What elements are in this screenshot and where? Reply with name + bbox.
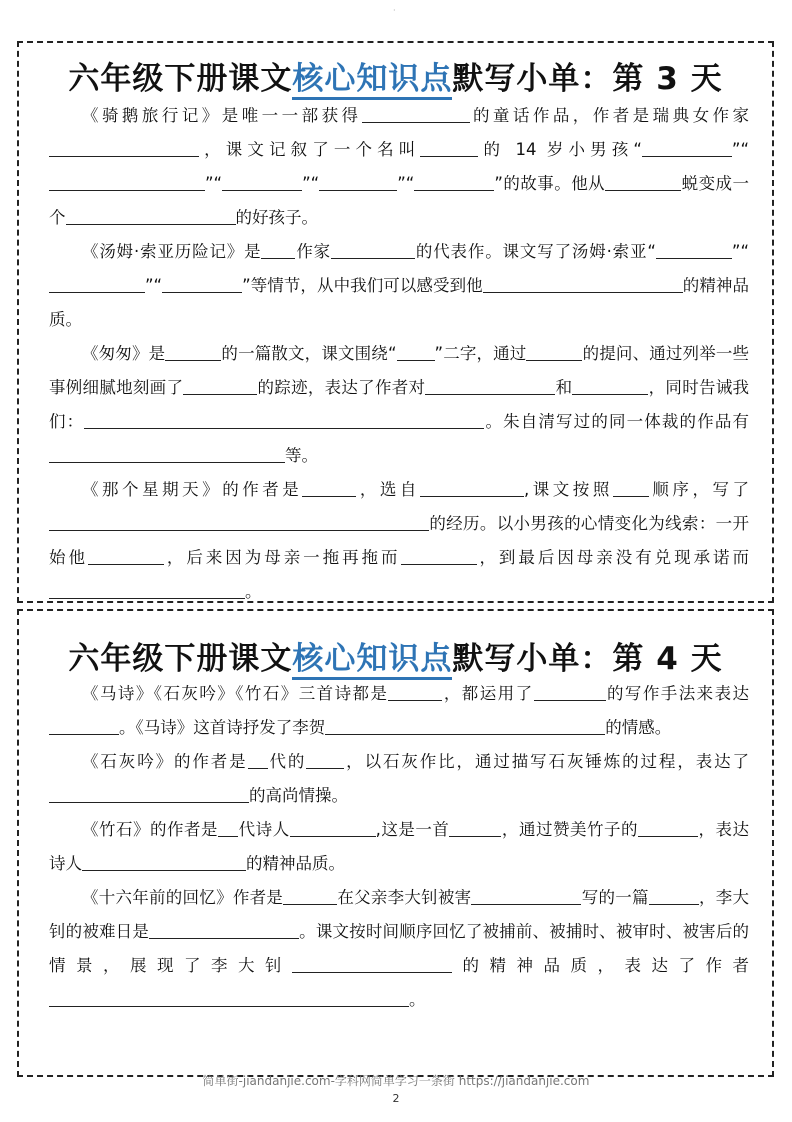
prompt-text: 的精神品质。: [246, 854, 345, 873]
title-highlight: 核心知识点: [292, 641, 452, 680]
worksheet-day-4: [17, 609, 774, 1077]
paragraph-three-poems: [49, 677, 749, 745]
fill-blank[interactable]: [49, 801, 249, 803]
fill-blank[interactable]: [420, 495, 524, 497]
prompt-text: 《竹石》的作者是: [82, 820, 219, 839]
fill-blank[interactable]: [649, 903, 699, 905]
title-highlight: 核心知识点: [292, 61, 452, 100]
fill-blank[interactable]: [49, 189, 205, 191]
prompt-text: ”“: [302, 174, 320, 193]
paragraph-nils: [49, 99, 749, 235]
prompt-text: 代的: [267, 752, 307, 771]
prompt-text: 《匆匆》是: [82, 344, 166, 363]
fill-blank[interactable]: [84, 427, 484, 429]
prompt-text: 的一篇散文，课文围绕“: [221, 344, 397, 363]
top-mark: ·: [393, 6, 396, 15]
prompt-text: ，后来因为母亲一拖再拖而: [163, 548, 401, 567]
prompt-text: 的提问、通过列举一些事例细腻地刻画了: [49, 344, 749, 397]
prompt-text: 《马诗》《石灰吟》《竹石》三首诗都是: [82, 684, 389, 703]
prompt-text: 顺序，写了: [648, 480, 750, 499]
prompt-text: 。: [409, 990, 426, 1009]
paragraph-zhushi: [49, 813, 749, 881]
fill-blank[interactable]: [49, 529, 429, 531]
paragraph-tom-sawyer: [49, 235, 749, 337]
prompt-text: 《石灰吟》的作者是: [82, 752, 248, 771]
fill-blank[interactable]: [534, 699, 606, 701]
prompt-text: 的 14 岁小男孩“: [478, 140, 642, 159]
prompt-text: ，李大钊的被难日是: [49, 888, 750, 941]
prompt-text: 在父亲李大钊被害: [337, 888, 472, 907]
worksheet-body: [49, 677, 749, 1017]
fill-blank[interactable]: [149, 937, 299, 939]
prompt-text: ，都运用了: [442, 684, 534, 703]
fill-blank[interactable]: [362, 121, 470, 123]
fill-blank[interactable]: [449, 835, 501, 837]
fill-blank[interactable]: [183, 393, 257, 395]
worksheet-title: 六年级下册课文核心知识点默写小单：第 4 天: [19, 633, 772, 678]
fill-blank[interactable]: [656, 257, 732, 259]
fill-blank[interactable]: [222, 189, 302, 191]
paragraph-that-sunday: [49, 473, 749, 609]
prompt-text: 《汤姆·索亚历险记》是: [82, 242, 262, 261]
fill-blank[interactable]: [605, 189, 681, 191]
fill-blank[interactable]: [49, 597, 245, 599]
prompt-text: ”“: [397, 174, 415, 193]
fill-blank[interactable]: [165, 359, 221, 361]
worksheet-title: 六年级下册课文核心知识点默写小单：第 3 天: [19, 53, 772, 98]
fill-blank[interactable]: [401, 563, 477, 565]
paragraph-congcong: [49, 337, 749, 473]
prompt-text: 代诗人: [238, 820, 290, 839]
fill-blank[interactable]: [388, 699, 442, 701]
paragraph-sixteen-years: [49, 881, 749, 1017]
fill-blank[interactable]: [642, 155, 732, 157]
prompt-text: ，课文记叙了一个名叫: [199, 140, 421, 159]
fill-blank[interactable]: [483, 291, 683, 293]
prompt-text: 蜕变成一个: [49, 174, 749, 227]
fill-blank[interactable]: [414, 189, 494, 191]
fill-blank[interactable]: [331, 257, 415, 259]
prompt-text: 的精神品质。: [49, 276, 749, 329]
fill-blank[interactable]: [66, 223, 236, 225]
prompt-text: ”“: [731, 140, 749, 159]
prompt-text: 的童话作品，作者是瑞典女作家: [469, 106, 750, 125]
prompt-text: ，到最后因母亲没有兑现承诺而: [476, 548, 750, 567]
fill-blank[interactable]: [572, 393, 648, 395]
worksheet-day-3: [17, 41, 774, 603]
page-number: 2: [392, 1092, 400, 1105]
fill-blank[interactable]: [218, 835, 238, 837]
fill-blank[interactable]: [420, 155, 478, 157]
fill-blank[interactable]: [526, 359, 582, 361]
prompt-text: ，同时告诫我们：: [49, 378, 750, 431]
paragraph-shihuiyin: [49, 745, 749, 813]
prompt-text: 的代表作。课文写了汤姆·索亚“: [415, 242, 656, 261]
prompt-text: ”“: [205, 174, 223, 193]
prompt-text: 《那个星期天》的作者是: [82, 480, 303, 499]
prompt-text: 等。: [285, 446, 318, 465]
worksheet-body: [49, 99, 749, 609]
fill-blank[interactable]: [82, 869, 246, 871]
fill-blank[interactable]: [283, 903, 337, 905]
fill-blank[interactable]: [49, 291, 145, 293]
prompt-text: 。: [245, 582, 262, 601]
prompt-text: 的情感。: [605, 718, 672, 737]
fill-blank[interactable]: [261, 257, 295, 259]
fill-blank[interactable]: [162, 291, 242, 293]
fill-blank[interactable]: [88, 563, 164, 565]
prompt-text: ，通过赞美竹子的: [501, 820, 638, 839]
prompt-text: ”“: [145, 276, 163, 295]
footer-watermark: 简单街-jiandanjie.com-学科网简单学习一条街 https://jiandanjie.com: [202, 1074, 590, 1088]
prompt-text: 的高尚情操。: [249, 786, 348, 805]
fill-blank[interactable]: [425, 393, 555, 395]
fill-blank[interactable]: [49, 1005, 409, 1007]
fill-blank[interactable]: [290, 835, 376, 837]
prompt-text: 的经历。以小男孩的心情变化为线索：一开始他: [49, 514, 749, 567]
prompt-text: ”“: [731, 242, 750, 261]
fill-blank[interactable]: [471, 903, 581, 905]
fill-blank[interactable]: [397, 359, 435, 361]
fill-blank[interactable]: [248, 767, 268, 769]
fill-blank[interactable]: [638, 835, 698, 837]
fill-blank[interactable]: [613, 495, 649, 497]
fill-blank[interactable]: [306, 767, 344, 769]
prompt-text: 的精神品质，表达了作者: [452, 956, 749, 975]
prompt-text: 《十六年前的回忆》作者是: [82, 888, 284, 907]
fill-blank[interactable]: [292, 971, 452, 973]
prompt-text: ”的故事。他从: [494, 174, 606, 193]
fill-blank[interactable]: [319, 189, 397, 191]
prompt-text: 作家: [295, 242, 332, 261]
fill-blank[interactable]: [49, 155, 199, 157]
prompt-text: ，选自: [356, 480, 420, 499]
prompt-text: ，以石灰作比，通过描写石灰锤炼的过程，表达了: [344, 752, 750, 771]
prompt-text: 。《马诗》这首诗抒发了李贺: [119, 718, 326, 737]
prompt-text: 。朱自清写过的同一体裁的作品有: [484, 412, 750, 431]
prompt-text: ”等情节，从中我们可以感受到他: [242, 276, 483, 295]
fill-blank[interactable]: [302, 495, 356, 497]
fill-blank[interactable]: [49, 461, 285, 463]
prompt-text: 的写作手法来表达: [605, 684, 749, 703]
prompt-text: 写的一篇: [581, 888, 649, 907]
prompt-text: 的好孩子。: [235, 208, 318, 227]
fill-blank[interactable]: [325, 733, 605, 735]
prompt-text: ,课文按照: [523, 480, 613, 499]
prompt-text: 和: [555, 378, 573, 397]
prompt-text: ，表达诗人: [49, 820, 750, 873]
prompt-text: ”二字，通过: [434, 344, 527, 363]
prompt-text: 《骑鹅旅行记》是唯一一部获得: [82, 106, 362, 125]
prompt-text: 的踪迹，表达了作者对: [257, 378, 426, 397]
prompt-text: 。课文按时间顺序回忆了被捕前、被捕时、被审时、被害后的情景，展现了李大钊: [49, 922, 750, 975]
prompt-text: ,这是一首: [375, 820, 450, 839]
fill-blank[interactable]: [49, 733, 119, 735]
